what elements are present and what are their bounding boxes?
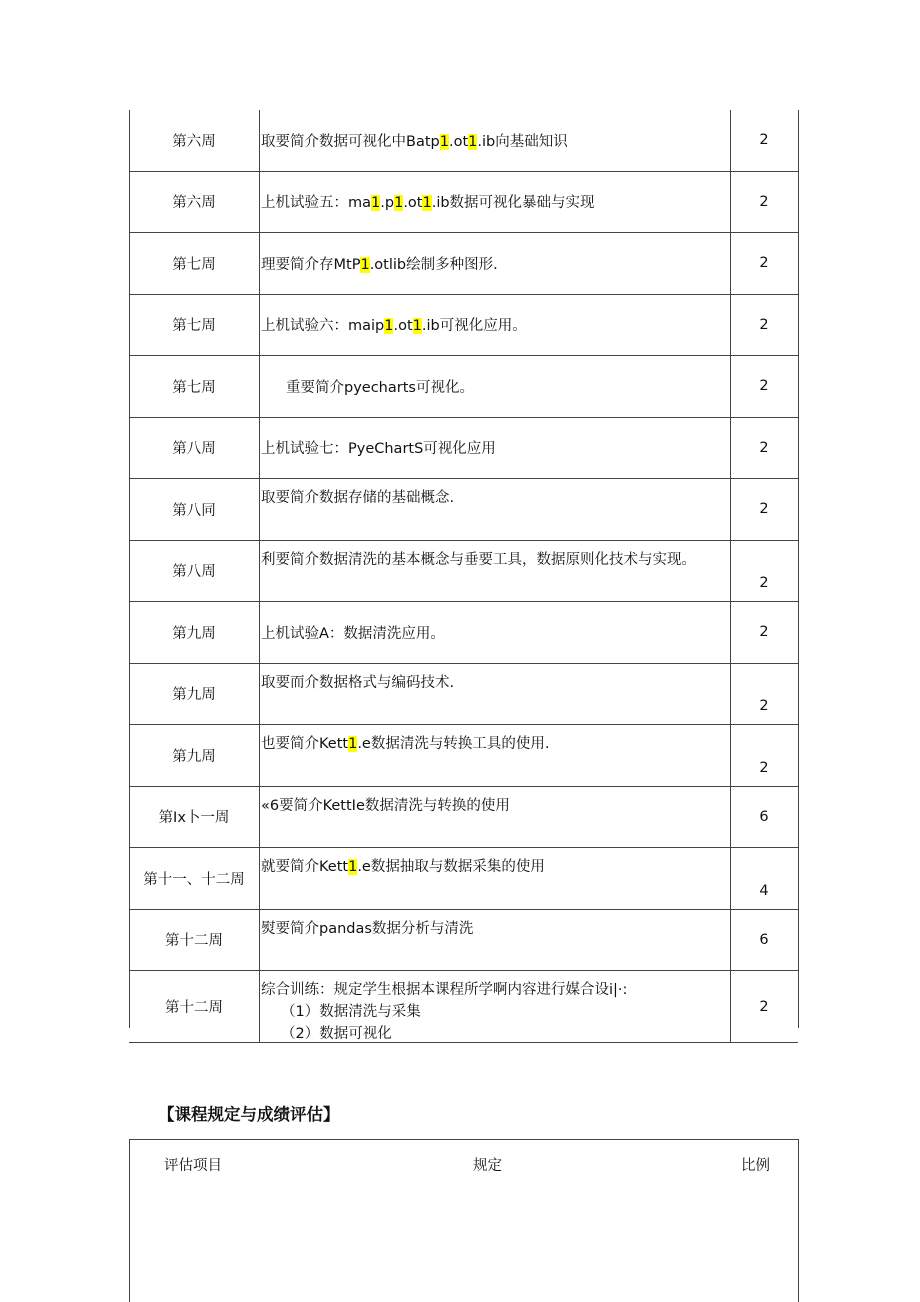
week-cell: 第七周 (172, 256, 216, 273)
content-line (261, 622, 445, 643)
content-line (261, 979, 730, 1001)
content-line (261, 253, 498, 274)
content-text: 上机试验A：数据清洗应用。 (261, 625, 445, 642)
content-text: 取要而介数据格式与编码技术. (261, 674, 455, 691)
content-cell (259, 356, 730, 417)
week-cell: 第十二周 (165, 933, 223, 950)
highlighted-text: 1 (439, 133, 449, 150)
table-row (129, 541, 798, 603)
content-text: 取要简介数据存储的基础概念. (261, 490, 455, 506)
content-line (286, 376, 474, 397)
content-text: .otlib绘制多种图形. (369, 256, 498, 273)
table-row (129, 664, 798, 726)
week-cell: 第十一、十二周 (143, 871, 245, 888)
hours-cell: 2 (759, 698, 769, 714)
content-text: 上机试验六：maip (261, 318, 385, 335)
hours-cell: 2 (759, 255, 769, 272)
highlighted-text: 1 (468, 133, 478, 150)
eval-header-ratio: 比例 (741, 1158, 770, 1174)
content-line (261, 795, 730, 817)
eval-header-requirement: 规定 (473, 1158, 502, 1174)
table-row (129, 602, 798, 664)
week-cell: 第八周 (172, 564, 216, 581)
content-cell (259, 479, 730, 540)
highlighted-text: 1 (360, 256, 370, 273)
hours-cell: 2 (759, 624, 769, 641)
highlighted-text: 1 (348, 859, 358, 875)
content-line (261, 549, 730, 571)
evaluation-table (129, 1139, 799, 1302)
content-text: 重要简介pyecharts可视化。 (286, 379, 474, 396)
hours-cell: 2 (759, 439, 769, 456)
content-cell (259, 110, 730, 171)
content-text: 综合训练：规定学生根据本课程所学啊内容进行媒合设i|·: (261, 982, 628, 998)
highlighted-text: 1 (412, 318, 422, 335)
week-cell: 第六周 (172, 133, 216, 150)
content-text: .ot (403, 195, 423, 212)
highlighted-text: 1 (384, 318, 394, 335)
content-line (261, 672, 730, 694)
content-text: 熨要简介pandas数据分析与清洗 (261, 920, 474, 937)
hours-cell: 2 (759, 316, 769, 333)
content-text: .ib向基础知识 (477, 133, 568, 150)
hours-cell: 6 (759, 931, 769, 948)
week-cell: 第九周 (172, 748, 216, 765)
hours-cell: 2 (759, 759, 769, 776)
content-cell (259, 172, 730, 233)
table-row (129, 110, 798, 172)
content-cell (259, 295, 730, 356)
content-cell (259, 910, 730, 971)
content-cell (259, 848, 730, 909)
content-text: .e数据抽取与数据采集的使用 (357, 859, 545, 875)
highlighted-text: 1 (371, 195, 381, 212)
hours-cell: 2 (759, 193, 769, 210)
content-cell (259, 971, 730, 1042)
highlighted-text: 1 (422, 195, 432, 212)
table-row (129, 787, 798, 849)
table-row (129, 848, 798, 910)
content-cell (259, 664, 730, 725)
highlighted-text: 1 (394, 195, 404, 212)
content-subline: （2）数据可视化 (281, 1026, 392, 1042)
content-cell (259, 541, 730, 602)
table-row (129, 479, 798, 541)
week-cell: 第九周 (172, 625, 216, 642)
table-row (129, 971, 798, 1043)
content-text: «6要简介KettIe数据清洗与转换的使用 (261, 797, 510, 814)
table-row (129, 233, 798, 295)
content-text: .ot (393, 318, 413, 335)
content-text: 也要简介Kett (261, 736, 349, 752)
content-cell (259, 418, 730, 479)
content-text: .ib可视化应用。 (421, 318, 527, 335)
eval-header-item: 评估项目 (164, 1158, 222, 1174)
table-row (129, 356, 798, 418)
hours-cell: 2 (759, 378, 769, 395)
content-line (261, 487, 730, 509)
content-cell (259, 787, 730, 848)
hours-cell: 4 (759, 882, 769, 899)
content-line (261, 733, 730, 755)
hours-cell: 2 (759, 501, 769, 518)
hours-cell: 2 (759, 998, 769, 1015)
content-line (261, 856, 730, 878)
table-row (129, 910, 798, 972)
table-row (129, 725, 798, 787)
content-text: 取要简介数据可视化中Batp (261, 133, 440, 150)
hours-cell: 2 (759, 132, 769, 149)
highlighted-text: 1 (348, 736, 358, 752)
week-cell: 第七周 (172, 379, 216, 396)
content-text: 就要简介Kett (261, 859, 349, 875)
week-cell: 第十二周 (165, 1000, 223, 1016)
content-text: 上机试验七：PyeChartS可视化应用 (261, 441, 496, 458)
week-cell: 第九周 (172, 687, 216, 704)
content-text: .ot (448, 133, 469, 150)
content-text: .e数据清洗与转换工具的使用. (357, 736, 550, 752)
week-cell: 第Ix卜一周 (158, 810, 230, 827)
week-cell: 第六周 (172, 195, 216, 212)
content-text: .p (380, 195, 395, 212)
content-cell (259, 233, 730, 294)
table-row (129, 172, 798, 234)
week-cell: 第八同 (172, 502, 216, 519)
content-cell (259, 725, 730, 786)
content-line (261, 314, 527, 335)
content-text: 理要简介存MtP (261, 256, 361, 273)
week-cell: 第七周 (172, 318, 216, 335)
content-line (261, 191, 595, 212)
content-text: 利要简介数据清洗的基本概念与垂要工具，数据原则化技术与实现。 (261, 551, 696, 568)
content-text: .ib数据可视化暴础与实现 (431, 195, 595, 212)
schedule-table (129, 110, 798, 1043)
table-row (129, 295, 798, 357)
hours-cell: 6 (759, 808, 769, 825)
hours-cell: 2 (759, 575, 769, 591)
content-line (261, 918, 730, 940)
content-subline: （1）数据清洗与采集 (281, 1004, 421, 1020)
content-line (261, 130, 568, 151)
table-row (129, 418, 798, 480)
content-cell (259, 602, 730, 663)
section-title: 【课程规定与成绩评估】 (158, 1105, 340, 1124)
week-cell: 第八周 (172, 441, 216, 458)
content-text: 上机试验五：ma (261, 195, 372, 212)
content-line (261, 437, 496, 458)
